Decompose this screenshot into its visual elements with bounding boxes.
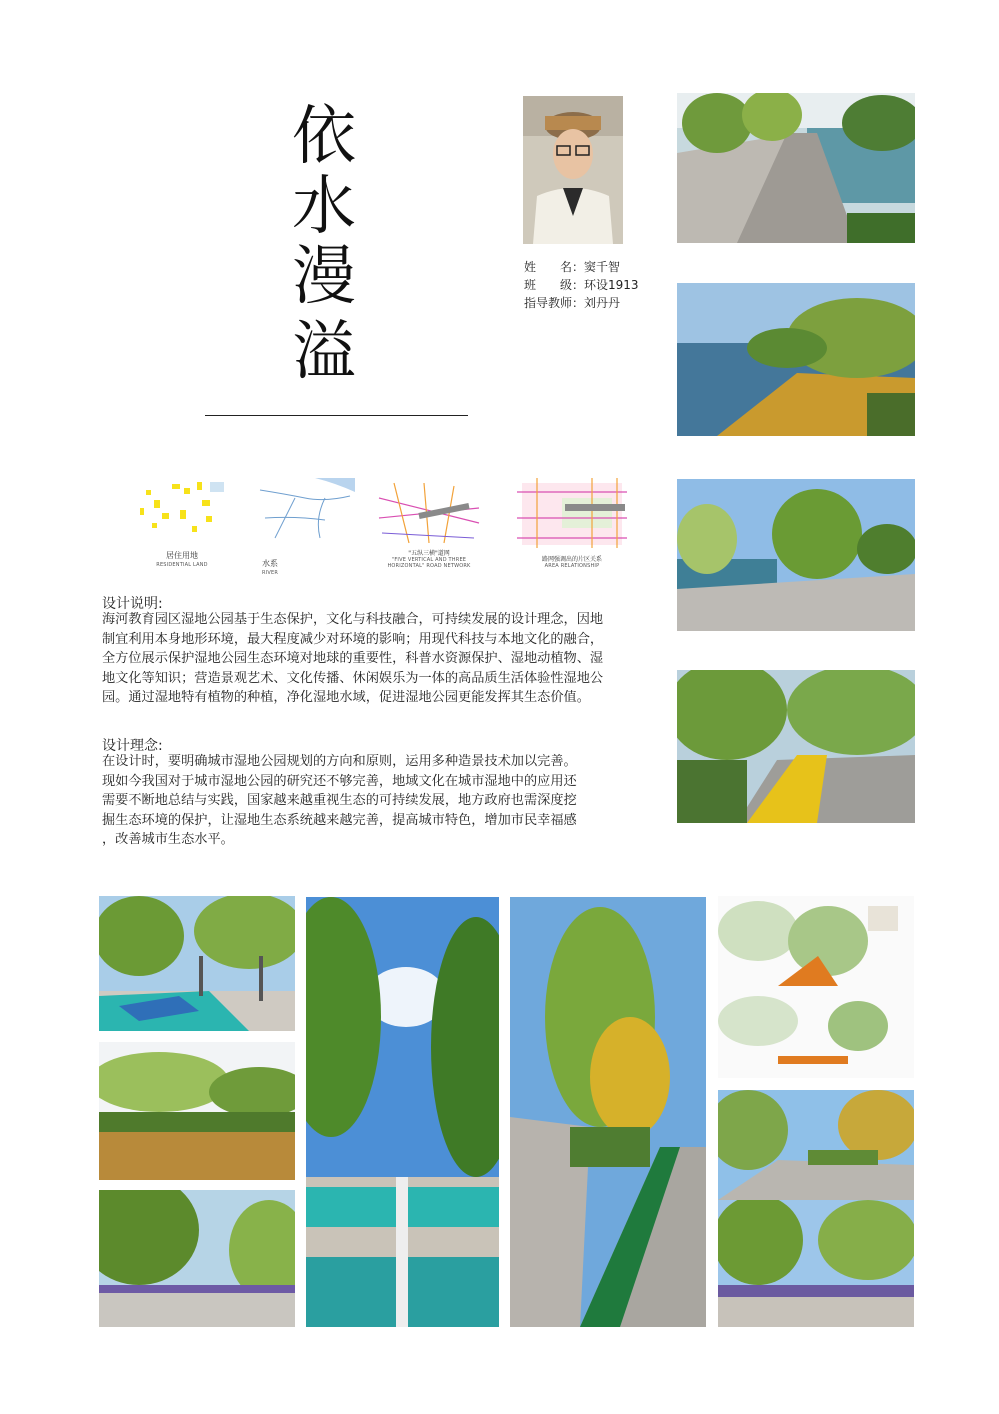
student-name-row bbox=[524, 259, 620, 276]
design-concept-heading: 设计理念: bbox=[102, 738, 163, 754]
render-image bbox=[677, 93, 915, 243]
diagram-label: 路网强调出的片区关系 bbox=[541, 556, 602, 563]
title-char: 漫 bbox=[292, 240, 356, 314]
title-char: 溢 bbox=[292, 315, 356, 389]
name-value: 窦千智 bbox=[584, 260, 621, 274]
text-line: ，改善城市生态水平。 bbox=[102, 832, 234, 848]
render-image bbox=[677, 479, 915, 631]
design-concept-text bbox=[102, 752, 642, 850]
text-line: 园。通过湿地特有植物的种植，净化湿地水域，促进湿地公园更能发挥其生态价值。 bbox=[102, 690, 590, 706]
diagram-label: "五纵三横"道网 bbox=[408, 550, 450, 557]
diagram-label: 水系 bbox=[262, 559, 278, 568]
text-line: 制宜利用本身地形环境，最大程度减少对环境的影响；用现代科技与本地文化的融合， bbox=[102, 631, 604, 647]
teacher-label: 指导教师： bbox=[524, 296, 585, 310]
text-line: 海河教育园区湿地公园基于生态保护，文化与科技融合，可持续发展的设计理念，因地 bbox=[102, 612, 604, 627]
portrait-photo bbox=[523, 96, 623, 244]
render-image bbox=[99, 896, 295, 1031]
text-line: 现如今我国对于城市湿地公园的研究还不够完善，地域文化在城市湿地中的应用还 bbox=[102, 773, 577, 789]
diagram-road-network bbox=[374, 478, 484, 588]
text-line: 全方位展示保护湿地公园生态环境对地球的重要性，科普水资源保护、湿地动植物、湿 bbox=[102, 651, 604, 667]
render-image bbox=[306, 897, 499, 1327]
render-image bbox=[718, 896, 914, 1078]
text-line: 掘生态环境的保护，让湿地生态系统越来越完善，提高城市特色，增加市民幸福感 bbox=[102, 812, 577, 828]
render-image bbox=[718, 1090, 914, 1200]
class-value: 环设1913 bbox=[584, 278, 639, 292]
title-char: 依 bbox=[292, 100, 356, 174]
render-image bbox=[510, 897, 706, 1327]
render-image bbox=[99, 1042, 295, 1180]
name-label: 姓 名： bbox=[524, 260, 585, 274]
student-class-row bbox=[524, 277, 639, 294]
diagram-sublabel: RIVER bbox=[261, 570, 278, 576]
title-char: 水 bbox=[292, 170, 356, 244]
diagram-sublabel: AREA RELATIONSHIP bbox=[544, 563, 600, 569]
render-image bbox=[99, 1190, 295, 1327]
text-line: 在设计时，要明确城市湿地公园规划的方向和原则，运用多种造景技术加以完善。 bbox=[102, 754, 577, 769]
diagram-river bbox=[255, 478, 355, 588]
text-line: 需要不断地总结与实践，国家越来越重视生态的可持续发展，地方政府也需深度挖 bbox=[102, 793, 577, 809]
teacher-value: 刘丹丹 bbox=[584, 296, 621, 310]
text-line: 地文化等知识；营造景观艺术、文化传播、休闲娱乐为一体的高品质生活体验性湿地公 bbox=[102, 670, 604, 686]
diagram-sublabel: "FIVE VERTICAL AND THREE HORIZONTAL" ROAD NETWORK bbox=[387, 557, 471, 569]
design-description-heading: 设计说明: bbox=[102, 596, 163, 612]
render-image bbox=[677, 670, 915, 823]
diagram-residential bbox=[132, 478, 232, 588]
render-image bbox=[677, 283, 915, 436]
diagram-label: 居住用地 bbox=[166, 551, 198, 560]
student-teacher-row bbox=[524, 295, 620, 312]
class-label: 班 级： bbox=[524, 278, 585, 292]
render-image bbox=[718, 1200, 914, 1327]
diagram-area-relationship bbox=[517, 478, 627, 588]
title-divider bbox=[205, 415, 468, 416]
diagram-sublabel: RESIDENTIAL LAND bbox=[156, 562, 208, 568]
design-description-text bbox=[102, 610, 642, 708]
